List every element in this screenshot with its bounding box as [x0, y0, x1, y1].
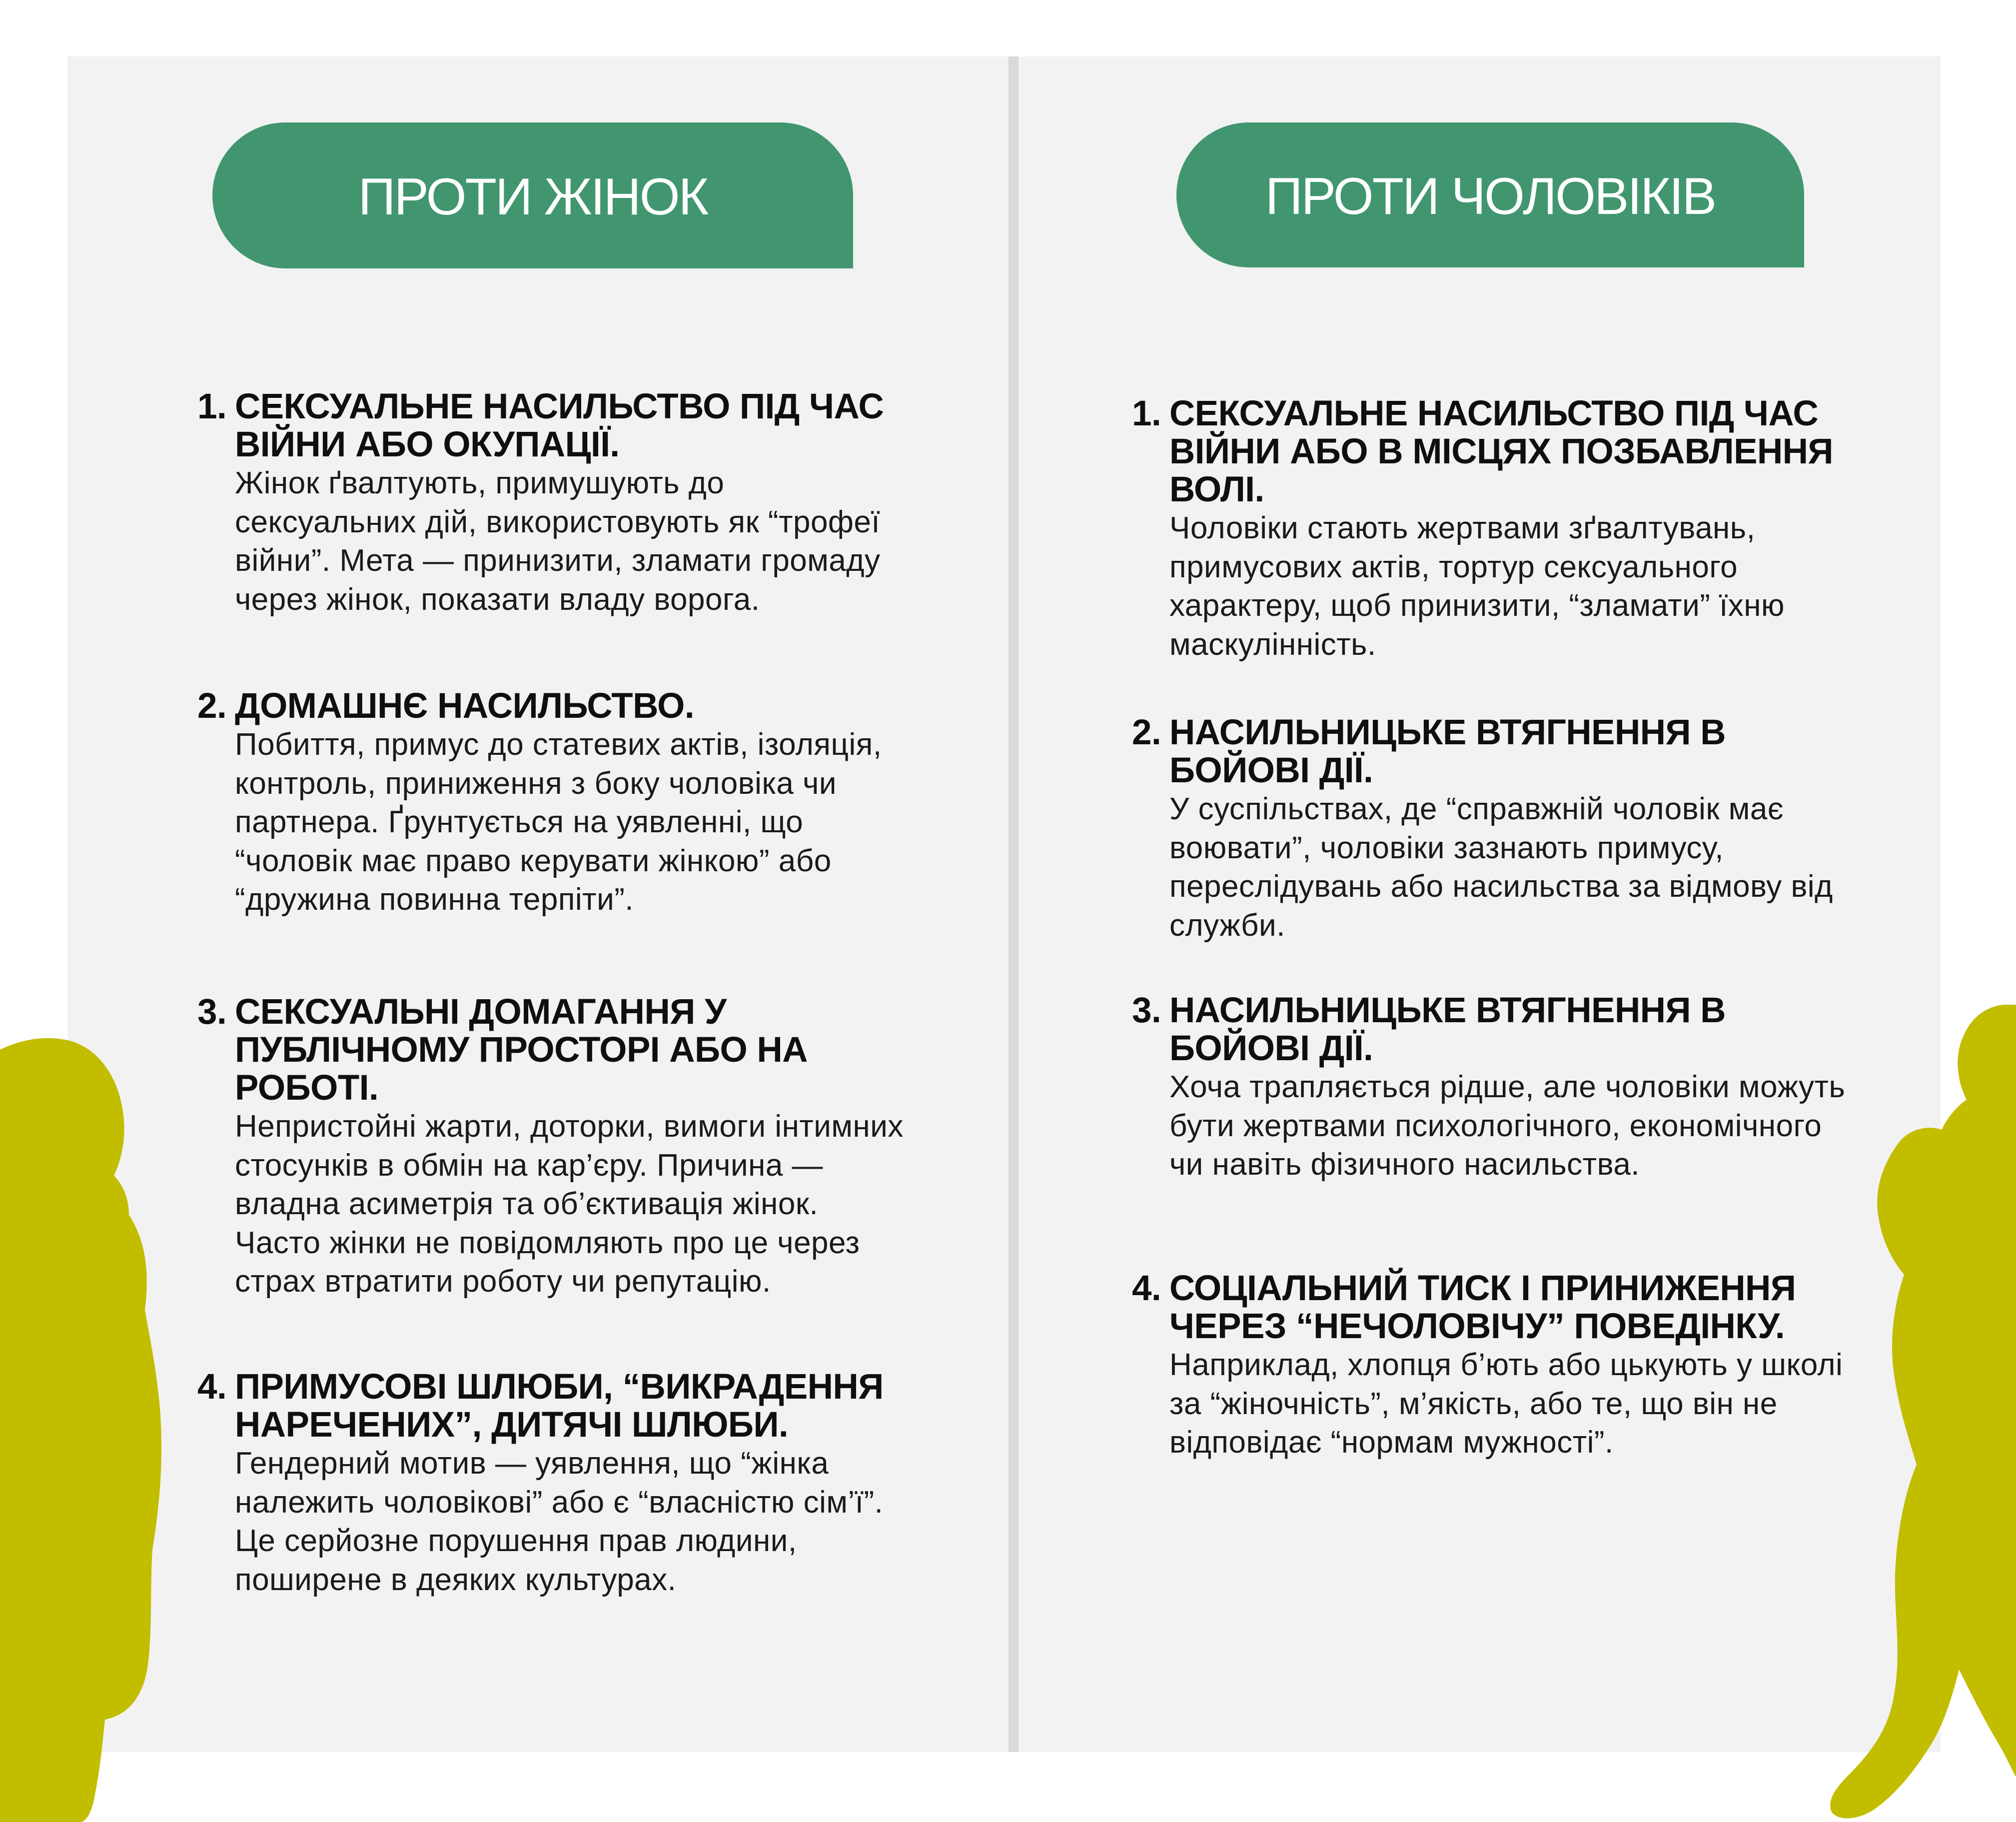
item-number: 2.	[197, 686, 227, 726]
item-title	[197, 993, 907, 1107]
item-number: 3.	[1132, 991, 1161, 1030]
man-silhouette-icon	[1809, 1005, 2016, 1822]
item-title-text: СЕКСУАЛЬНЕ НАСИЛЬСТВО ПІД ЧАС ВІЙНИ АБО ОКУПАЦІЇ.	[235, 387, 884, 464]
item-title	[1132, 992, 1852, 1068]
item-title-text: НАСИЛЬНИЦЬКЕ ВТЯГНЕННЯ В БОЙОВІ ДІЇ.	[1169, 991, 1726, 1068]
item-body: Жінок ґвалтують, примушують до сексуальних дій, використовують як “трофеї війни”. Мета — принизити, зламати громаду через жінок, показати владу ворога.	[235, 466, 881, 617]
item-title	[197, 1368, 907, 1444]
item-title-text: НАСИЛЬНИЦЬКЕ ВТЯГНЕННЯ В БОЙОВІ ДІЇ.	[1169, 713, 1726, 790]
item-title	[197, 687, 907, 725]
item-body: У суспільствах, де “справжній чоловік має воювати”, чоловіки зазнають примусу, переслідувань або насильства за відмову від служби.	[1169, 792, 1833, 943]
item-body: Наприклад, хлопця б’ють або цькують у школі за “жіночність”, м’якість, або те, що він не відповідає “нормам мужності”.	[1169, 1348, 1843, 1460]
item-body: Гендерний мотив — уявлення, що “жінка належить чоловікові” або є “власністю сім’ї”. Це серйозне порушення прав людини, поширене в деяких культурах.	[235, 1446, 884, 1597]
item-number: 1.	[197, 387, 227, 426]
item-title	[1132, 395, 1852, 509]
header-against-women: ПРОТИ ЖІНОК	[212, 122, 853, 268]
list-item	[197, 993, 907, 1301]
item-body: Хоча трапляється рідше, але чоловіки можуть бути жертвами психологічного, економічного чи навіть фізичного насильства.	[1169, 1070, 1846, 1182]
item-title-text: СЕКСУАЛЬНІ ДОМАГАННЯ У ПУБЛІЧНОМУ ПРОСТОРІ АБО НА РОБОТІ.	[235, 992, 808, 1108]
item-number: 2.	[1132, 713, 1161, 752]
item-body: Чоловіки стають жертвами зґвалтувань, примусових актів, тортур сексуального характеру, щоб принизити, “зламати” їхню маскулінність.	[1169, 511, 1785, 662]
item-number: 4.	[197, 1367, 227, 1407]
list-item	[1132, 1270, 1852, 1462]
list-item	[197, 687, 907, 919]
list-item	[197, 1368, 907, 1599]
item-title	[1132, 1270, 1852, 1346]
item-title-text: ДОМАШНЄ НАСИЛЬСТВО.	[235, 686, 695, 726]
item-body: Непристойні жарти, доторки, вимоги інтимних стосунків в обмін на кар’єру. Причина — владна асиметрія та об’єктивація жінок. Часто жінки не повідомляють про це через страх втратити роботу чи репутацію.	[235, 1109, 904, 1299]
item-number: 1.	[1132, 394, 1161, 433]
list-item	[1132, 714, 1852, 945]
item-number: 3.	[197, 992, 227, 1032]
item-title	[1132, 714, 1852, 790]
item-number: 4.	[1132, 1269, 1161, 1308]
list-item	[1132, 395, 1852, 664]
header-against-men: ПРОТИ ЧОЛОВІКІВ	[1176, 122, 1804, 267]
woman-silhouette-icon	[0, 1030, 165, 1822]
list-item	[1132, 992, 1852, 1184]
item-title-text: ПРИМУСОВІ ШЛЮБИ, “ВИКРАДЕННЯ НАРЕЧЕНИХ”, ДИТЯЧІ ШЛЮБИ.	[235, 1367, 884, 1445]
list-item	[197, 388, 907, 619]
item-body: Побиття, примус до статевих актів, ізоляція, контроль, приниження з боку чоловіка чи партнера. Ґрунтується на уявленні, що “чоловік має право керувати жінкою” або “дружина повинна терпіти”.	[235, 727, 882, 917]
item-title-text: СЕКСУАЛЬНЕ НАСИЛЬСТВО ПІД ЧАС ВІЙНИ АБО В МІСЦЯХ ПОЗБАВЛЕННЯ ВОЛІ.	[1169, 394, 1834, 509]
item-title-text: СОЦІАЛЬНИЙ ТИСК І ПРИНИЖЕННЯ ЧЕРЕЗ “НЕЧОЛОВІЧУ” ПОВЕДІНКУ.	[1169, 1269, 1796, 1346]
item-title	[197, 388, 907, 464]
column-divider	[1008, 56, 1018, 1752]
